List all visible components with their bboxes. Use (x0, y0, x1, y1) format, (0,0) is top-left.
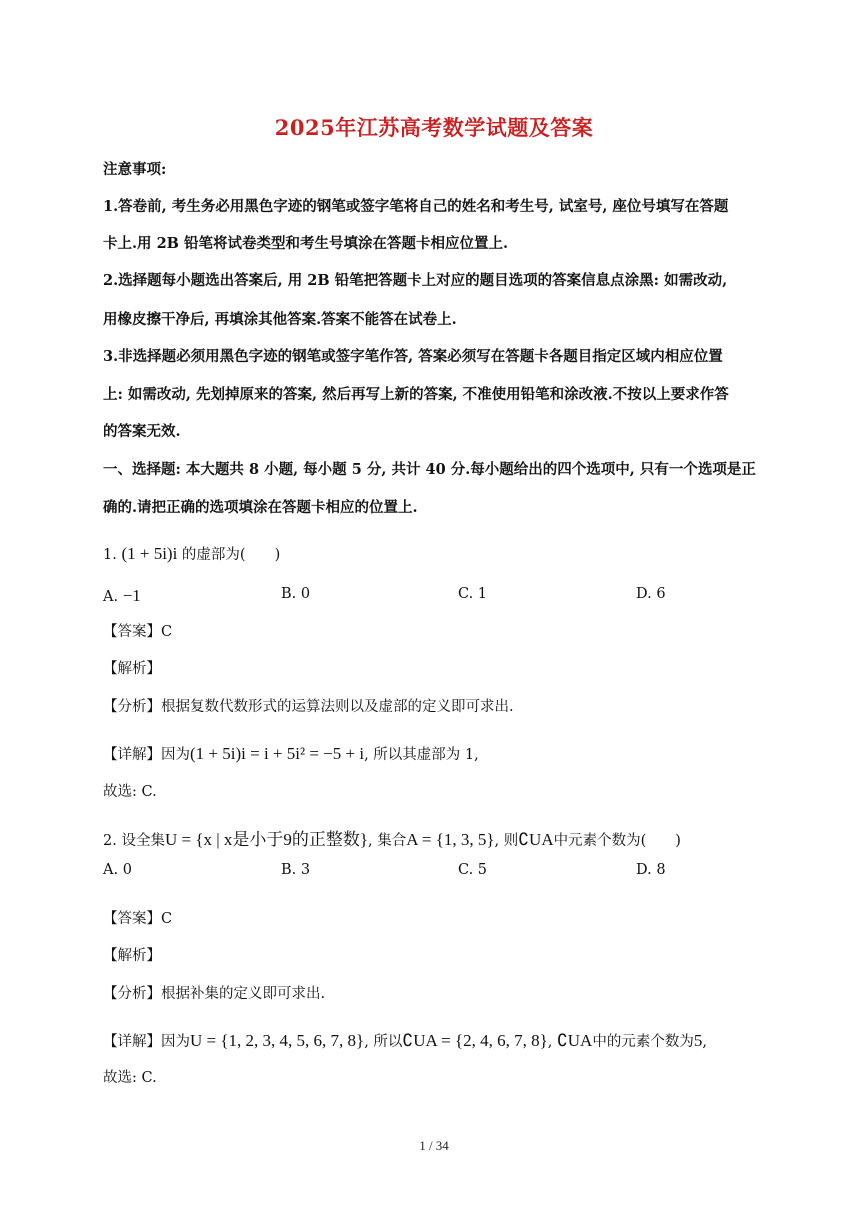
analysis-title: 【解析】 (103, 661, 161, 677)
notice-line: 卡上.用 2B 铅笔将试卷类型和考生号填涂在答题卡相应位置上. (103, 235, 509, 252)
detail-text: , 所以 (364, 1034, 403, 1050)
detail-suffix: , 所以其虚部为 1, (364, 747, 479, 763)
detail-text: , (547, 1034, 553, 1050)
page-title: 2025年江苏高考数学试题及答案 (274, 115, 594, 140)
detail-expression: ∁UA (556, 1031, 593, 1050)
detail-expression: U = {1, 2, 3, 4, 5, 6, 7, 8} (190, 1031, 365, 1050)
conclusion: 故选: C. (103, 1070, 157, 1086)
detail-text: 中的元素个数为 (592, 1034, 694, 1050)
question-2 (103, 830, 775, 851)
option-d: D. 8 (636, 862, 666, 878)
section-heading: 一、选择题: 本大题共 8 小题, 每小题 5 分, 共计 40 分.每小题给出的四个选项中, 只有一个选项是正 (103, 461, 756, 478)
analysis-title: 【解析】 (103, 948, 161, 964)
question-text: , 则 (494, 833, 519, 849)
question-1 (103, 544, 775, 565)
detail-text: , (702, 1034, 707, 1050)
page-number: 1 / 34 (419, 1138, 449, 1153)
notice-line: 上: 如需改动, 先划掉原来的答案, 然后再写上新的答案, 不准使用铅笔和涂改液.不按以上要求作答 (103, 386, 729, 403)
set-a-expression: A = {1, 3, 5} (406, 830, 495, 849)
answer: 【答案】C (103, 911, 173, 927)
notice-line: 2.选择题每小题选出答案后, 用 2B 铅笔把答题卡上对应的题目选项的答案信息点涂黑: 如需改动, (103, 272, 728, 289)
detail-prefix: 【详解】因为 (103, 747, 190, 763)
detail-line (103, 744, 775, 765)
option-c: C. 1 (458, 586, 488, 602)
option-d: D. 6 (636, 586, 666, 602)
question-text: 的虚部为( ) (181, 547, 281, 563)
detail-line (103, 1031, 775, 1052)
notice-line: 1.答卷前, 考生务必用黑色字迹的钢笔或签字笔将自己的姓名和考生号, 试室号, 座位号填写在答题 (103, 198, 729, 215)
option-b: B. 0 (281, 586, 311, 602)
detail-expression: (1 + 5i)i = i + 5i² = −5 + i (190, 744, 365, 763)
question-text: 设全集 (121, 833, 165, 849)
option-c: C. 5 (458, 862, 488, 878)
option-b: B. 3 (281, 862, 311, 878)
detail-number: 5 (693, 1031, 703, 1050)
option-a: A. 0 (103, 862, 132, 878)
question-text: , 集合 (368, 833, 407, 849)
question-number: 2. (103, 833, 117, 849)
analysis-text: 【分析】根据复数代数形式的运算法则以及虚部的定义即可求出. (103, 699, 514, 715)
detail-expression: ∁UA = {2, 4, 6, 7, 8} (402, 1031, 548, 1050)
notice-line: 3.非选择题必须用黑色字迹的钢笔或签字笔作答, 答案必须写在答题卡各题目指定区域内相应位置 (103, 348, 723, 365)
notice-line: 的答案无效. (103, 423, 181, 440)
question-expression: (1 + 5i)i (121, 544, 178, 563)
analysis-text: 【分析】根据补集的定义即可求出. (103, 986, 326, 1002)
complement-expression: ∁UA (518, 830, 554, 849)
conclusion: 故选: C. (103, 784, 157, 800)
section-heading: 确的.请把正确的选项填涂在答题卡相应的位置上. (103, 499, 418, 516)
question-text: 中元素个数为( ) (553, 833, 681, 849)
notice-heading: 注意事项: (103, 161, 167, 178)
set-u-expression: U = {x | x是小于9的正整数} (164, 830, 369, 849)
answer: 【答案】C (103, 624, 173, 640)
detail-prefix: 【详解】因为 (103, 1034, 190, 1050)
notice-line: 用橡皮擦干净后, 再填涂其他答案.答案不能答在试卷上. (103, 311, 457, 328)
option-a: A. −1 (103, 586, 141, 605)
question-number: 1. (103, 547, 117, 563)
